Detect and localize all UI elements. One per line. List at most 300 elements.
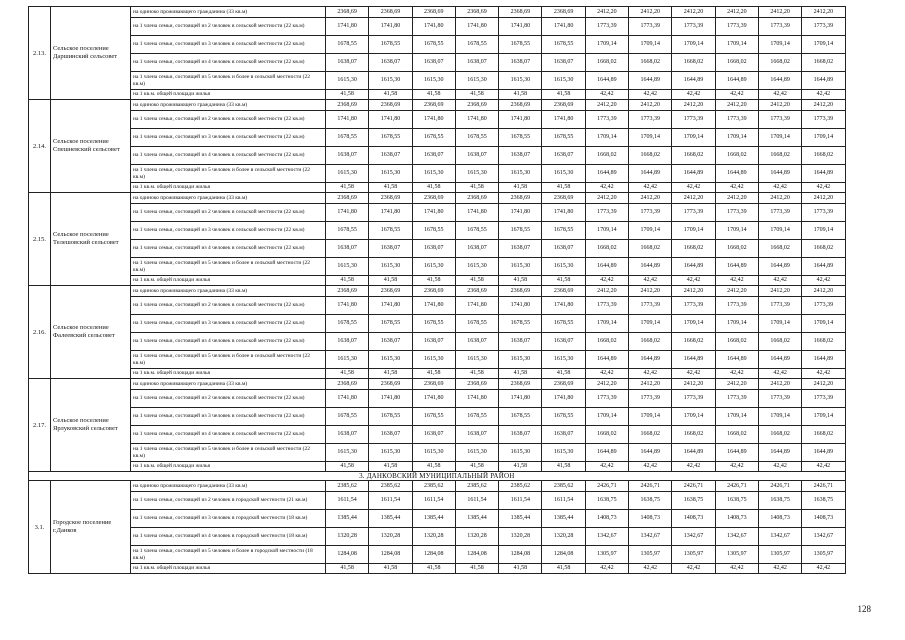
value-cell: 41,58 bbox=[369, 564, 412, 574]
value-cell: 42,42 bbox=[758, 564, 801, 574]
value-cell: 2368,69 bbox=[499, 100, 542, 111]
value-cell: 1644,89 bbox=[629, 444, 672, 462]
value-cell: 2385,62 bbox=[499, 481, 542, 492]
category-label: на одиноко проживающего гражданина (33 кв.м) bbox=[131, 481, 326, 492]
value-cell: 1709,14 bbox=[758, 408, 801, 426]
value-cell: 1638,07 bbox=[542, 147, 585, 165]
value-cell: 1668,02 bbox=[758, 333, 801, 351]
table-row bbox=[29, 426, 846, 444]
value-cell: 1741,80 bbox=[455, 297, 498, 315]
value-cell: 1644,89 bbox=[715, 351, 758, 369]
value-cell: 1615,30 bbox=[412, 444, 455, 462]
settlement-name: Сельское поселение Фалеевский сельсовет bbox=[51, 286, 131, 379]
value-cell: 42,42 bbox=[672, 462, 715, 472]
row-index: 2.15. bbox=[29, 193, 51, 286]
value-cell: 1773,39 bbox=[629, 111, 672, 129]
value-cell: 2412,20 bbox=[802, 7, 845, 18]
value-cell: 42,42 bbox=[715, 564, 758, 574]
value-cell: 1305,97 bbox=[802, 546, 845, 564]
value-cell: 1773,39 bbox=[672, 204, 715, 222]
value-cell: 1668,02 bbox=[758, 426, 801, 444]
value-cell: 1638,07 bbox=[499, 333, 542, 351]
value-cell: 1668,02 bbox=[629, 333, 672, 351]
value-cell: 41,58 bbox=[412, 183, 455, 193]
value-cell: 2412,20 bbox=[715, 100, 758, 111]
value-cell: 1741,80 bbox=[455, 111, 498, 129]
category-label: на одиноко проживающего гражданина (33 кв.м) bbox=[131, 379, 326, 390]
value-cell: 2368,69 bbox=[499, 193, 542, 204]
value-cell: 1638,75 bbox=[672, 492, 715, 510]
table-row bbox=[29, 147, 846, 165]
value-cell: 1615,30 bbox=[499, 444, 542, 462]
value-cell: 42,42 bbox=[585, 564, 628, 574]
value-cell: 2368,69 bbox=[326, 379, 369, 390]
table-row bbox=[29, 165, 846, 183]
value-cell: 1678,55 bbox=[369, 408, 412, 426]
value-cell: 2368,69 bbox=[542, 193, 585, 204]
table-row bbox=[29, 258, 846, 276]
value-cell: 1709,14 bbox=[672, 408, 715, 426]
value-cell: 1709,14 bbox=[715, 315, 758, 333]
value-cell: 1644,89 bbox=[802, 258, 845, 276]
value-cell: 1709,14 bbox=[672, 36, 715, 54]
value-cell: 1320,28 bbox=[542, 528, 585, 546]
value-cell: 1644,89 bbox=[802, 351, 845, 369]
value-cell: 41,58 bbox=[499, 276, 542, 286]
value-cell: 42,42 bbox=[715, 183, 758, 193]
value-cell: 1678,55 bbox=[369, 36, 412, 54]
category-label: на 1 кв.м. общей площади жилья bbox=[131, 462, 326, 472]
value-cell: 1678,55 bbox=[326, 36, 369, 54]
value-cell: 1709,14 bbox=[629, 315, 672, 333]
value-cell: 1741,80 bbox=[369, 297, 412, 315]
value-cell: 2426,71 bbox=[802, 481, 845, 492]
value-cell: 41,58 bbox=[542, 183, 585, 193]
value-cell: 1611,54 bbox=[369, 492, 412, 510]
value-cell: 42,42 bbox=[629, 90, 672, 100]
value-cell: 1644,89 bbox=[715, 258, 758, 276]
value-cell: 41,58 bbox=[326, 276, 369, 286]
value-cell: 2368,69 bbox=[499, 286, 542, 297]
value-cell: 1773,39 bbox=[802, 111, 845, 129]
value-cell: 1741,80 bbox=[542, 204, 585, 222]
value-cell: 2412,20 bbox=[758, 193, 801, 204]
table-row bbox=[29, 492, 846, 510]
value-cell: 1678,55 bbox=[499, 129, 542, 147]
value-cell: 1668,02 bbox=[758, 54, 801, 72]
value-cell: 1709,14 bbox=[672, 129, 715, 147]
table-row bbox=[29, 444, 846, 462]
value-cell: 1644,89 bbox=[672, 72, 715, 90]
value-cell: 1678,55 bbox=[455, 408, 498, 426]
table-row bbox=[29, 351, 846, 369]
value-cell: 1668,02 bbox=[802, 147, 845, 165]
value-cell: 1709,14 bbox=[802, 36, 845, 54]
value-cell: 1773,39 bbox=[585, 390, 628, 408]
value-cell: 1773,39 bbox=[802, 390, 845, 408]
value-cell: 1773,39 bbox=[585, 18, 628, 36]
value-cell: 1385,44 bbox=[369, 510, 412, 528]
value-cell: 1284,08 bbox=[369, 546, 412, 564]
value-cell: 1678,55 bbox=[499, 36, 542, 54]
value-cell: 1709,14 bbox=[585, 408, 628, 426]
value-cell: 2412,20 bbox=[672, 379, 715, 390]
value-cell: 1611,54 bbox=[412, 492, 455, 510]
value-cell: 1644,89 bbox=[758, 72, 801, 90]
value-cell: 2412,20 bbox=[758, 100, 801, 111]
value-cell: 1638,07 bbox=[326, 54, 369, 72]
table-row bbox=[29, 72, 846, 90]
row-index: 2.14. bbox=[29, 100, 51, 193]
value-cell: 1615,30 bbox=[326, 165, 369, 183]
value-cell: 1320,28 bbox=[369, 528, 412, 546]
value-cell: 2426,71 bbox=[585, 481, 628, 492]
value-cell: 1638,07 bbox=[369, 333, 412, 351]
section-title: 3. ДАНКОВСКИЙ МУНИЦИПАЛЬНЫЙ РАЙОН bbox=[29, 472, 846, 481]
value-cell: 1385,44 bbox=[326, 510, 369, 528]
value-cell: 1615,30 bbox=[369, 351, 412, 369]
value-cell: 2412,20 bbox=[802, 100, 845, 111]
value-cell: 1644,89 bbox=[672, 444, 715, 462]
value-cell: 41,58 bbox=[455, 564, 498, 574]
value-cell: 1615,30 bbox=[455, 165, 498, 183]
value-cell: 2385,62 bbox=[542, 481, 585, 492]
category-label: на 1 члена семьи, состоящей из 5 человек и более в сельской местности (22 кв.м) bbox=[131, 351, 326, 369]
value-cell: 1638,07 bbox=[455, 426, 498, 444]
category-label: на 1 члена семьи, состоящей из 2 человек в сельской местности (22 кв.м) bbox=[131, 18, 326, 36]
table-row bbox=[29, 528, 846, 546]
value-cell: 1668,02 bbox=[715, 147, 758, 165]
category-label: на 1 члена семьи, состоящей из 4 человек в сельской местности (22 кв.м) bbox=[131, 240, 326, 258]
value-cell: 42,42 bbox=[715, 462, 758, 472]
value-cell: 1678,55 bbox=[412, 36, 455, 54]
value-cell: 1615,30 bbox=[542, 444, 585, 462]
value-cell: 1638,07 bbox=[499, 54, 542, 72]
value-cell: 41,58 bbox=[412, 462, 455, 472]
value-cell: 1741,80 bbox=[542, 390, 585, 408]
value-cell: 1709,14 bbox=[758, 315, 801, 333]
table-row bbox=[29, 18, 846, 36]
tariff-table-sheet bbox=[28, 6, 845, 574]
table-row bbox=[29, 315, 846, 333]
table-row bbox=[29, 222, 846, 240]
value-cell: 1644,89 bbox=[629, 351, 672, 369]
value-cell: 1615,30 bbox=[369, 258, 412, 276]
value-cell: 1638,75 bbox=[629, 492, 672, 510]
table-row bbox=[29, 240, 846, 258]
value-cell: 1342,67 bbox=[802, 528, 845, 546]
value-cell: 1773,39 bbox=[758, 204, 801, 222]
value-cell: 41,58 bbox=[369, 276, 412, 286]
category-label: на 1 члена семьи, состоящей из 5 человек и более в городской местности (18 кв.м) bbox=[131, 546, 326, 564]
value-cell: 1709,14 bbox=[715, 222, 758, 240]
value-cell: 1678,55 bbox=[542, 408, 585, 426]
table-row bbox=[29, 204, 846, 222]
value-cell: 1678,55 bbox=[455, 129, 498, 147]
value-cell: 1615,30 bbox=[369, 72, 412, 90]
value-cell: 42,42 bbox=[672, 183, 715, 193]
value-cell: 1615,30 bbox=[369, 165, 412, 183]
category-label: на одиноко проживающего гражданина (33 кв.м) bbox=[131, 193, 326, 204]
value-cell: 1709,14 bbox=[758, 222, 801, 240]
value-cell: 42,42 bbox=[758, 369, 801, 379]
value-cell: 1741,80 bbox=[499, 204, 542, 222]
value-cell: 2412,20 bbox=[715, 286, 758, 297]
value-cell: 1741,80 bbox=[412, 111, 455, 129]
value-cell: 1638,75 bbox=[802, 492, 845, 510]
table-row bbox=[29, 408, 846, 426]
value-cell: 1638,07 bbox=[412, 426, 455, 444]
value-cell: 1615,30 bbox=[499, 165, 542, 183]
value-cell: 2426,71 bbox=[715, 481, 758, 492]
value-cell: 1678,55 bbox=[326, 129, 369, 147]
value-cell: 2368,69 bbox=[455, 193, 498, 204]
value-cell: 1773,39 bbox=[629, 18, 672, 36]
value-cell: 1741,80 bbox=[412, 204, 455, 222]
value-cell: 1644,89 bbox=[672, 165, 715, 183]
value-cell: 1773,39 bbox=[672, 111, 715, 129]
value-cell: 1638,07 bbox=[542, 333, 585, 351]
table-row bbox=[29, 111, 846, 129]
value-cell: 1741,80 bbox=[542, 111, 585, 129]
value-cell: 2412,20 bbox=[758, 286, 801, 297]
value-cell: 1305,97 bbox=[758, 546, 801, 564]
value-cell: 1615,30 bbox=[326, 258, 369, 276]
value-cell: 1668,02 bbox=[585, 333, 628, 351]
value-cell: 42,42 bbox=[802, 90, 845, 100]
value-cell: 42,42 bbox=[715, 369, 758, 379]
value-cell: 42,42 bbox=[802, 183, 845, 193]
value-cell: 1638,07 bbox=[412, 54, 455, 72]
value-cell: 42,42 bbox=[802, 462, 845, 472]
table-row bbox=[29, 183, 846, 193]
value-cell: 2412,20 bbox=[715, 193, 758, 204]
value-cell: 1644,89 bbox=[802, 72, 845, 90]
category-label: на 1 члена семьи, состоящей из 3 человек в сельской местности (22 кв.м) bbox=[131, 315, 326, 333]
value-cell: 1741,80 bbox=[326, 297, 369, 315]
value-cell: 2412,20 bbox=[802, 286, 845, 297]
value-cell: 1408,73 bbox=[585, 510, 628, 528]
row-index: 3.1. bbox=[29, 481, 51, 574]
settlement-name: Сельское поселение Спешневский сельсовет bbox=[51, 100, 131, 193]
value-cell: 41,58 bbox=[326, 369, 369, 379]
value-cell: 2368,69 bbox=[369, 379, 412, 390]
value-cell: 41,58 bbox=[455, 183, 498, 193]
value-cell: 1638,07 bbox=[542, 54, 585, 72]
value-cell: 1615,30 bbox=[455, 351, 498, 369]
value-cell: 42,42 bbox=[758, 90, 801, 100]
value-cell: 1638,07 bbox=[369, 54, 412, 72]
value-cell: 1741,80 bbox=[455, 204, 498, 222]
value-cell: 1741,80 bbox=[499, 111, 542, 129]
value-cell: 2368,69 bbox=[369, 100, 412, 111]
value-cell: 1638,07 bbox=[369, 240, 412, 258]
value-cell: 2412,20 bbox=[629, 193, 672, 204]
category-label: на 1 члена семьи, состоящей из 4 человек в сельской местности (22 кв.м) bbox=[131, 333, 326, 351]
value-cell: 1644,89 bbox=[802, 444, 845, 462]
value-cell: 1678,55 bbox=[542, 36, 585, 54]
value-cell: 1709,14 bbox=[672, 315, 715, 333]
value-cell: 2368,69 bbox=[412, 7, 455, 18]
value-cell: 41,58 bbox=[499, 183, 542, 193]
value-cell: 1741,80 bbox=[542, 18, 585, 36]
category-label: на 1 кв.м. общей площади жилья bbox=[131, 183, 326, 193]
value-cell: 2412,20 bbox=[629, 379, 672, 390]
value-cell: 1638,07 bbox=[369, 426, 412, 444]
value-cell: 1644,89 bbox=[758, 165, 801, 183]
value-cell: 1773,39 bbox=[802, 204, 845, 222]
value-cell: 1773,39 bbox=[715, 18, 758, 36]
value-cell: 42,42 bbox=[758, 462, 801, 472]
category-label: на одиноко проживающего гражданина (33 кв.м) bbox=[131, 7, 326, 18]
page-number: 128 bbox=[857, 604, 871, 614]
value-cell: 1615,30 bbox=[499, 258, 542, 276]
category-label: на 1 члена семьи, состоящей из 3 человек в городской местности (18 кв.м) bbox=[131, 510, 326, 528]
value-cell: 1342,67 bbox=[715, 528, 758, 546]
value-cell: 1644,89 bbox=[758, 444, 801, 462]
value-cell: 1741,80 bbox=[326, 390, 369, 408]
value-cell: 41,58 bbox=[412, 564, 455, 574]
value-cell: 1644,89 bbox=[715, 72, 758, 90]
category-label: на 1 члена семьи, состоящей из 3 человек в сельской местности (22 кв.м) bbox=[131, 222, 326, 240]
value-cell: 1668,02 bbox=[585, 426, 628, 444]
value-cell: 42,42 bbox=[715, 90, 758, 100]
value-cell: 1638,07 bbox=[455, 54, 498, 72]
value-cell: 1773,39 bbox=[585, 111, 628, 129]
category-label: на 1 члена семьи, состоящей из 2 человек в сельской местности (22 кв.м) bbox=[131, 297, 326, 315]
value-cell: 42,42 bbox=[629, 462, 672, 472]
value-cell: 1709,14 bbox=[585, 315, 628, 333]
value-cell: 1615,30 bbox=[412, 351, 455, 369]
value-cell: 1638,07 bbox=[326, 426, 369, 444]
value-cell: 1741,80 bbox=[542, 297, 585, 315]
value-cell: 1638,07 bbox=[499, 147, 542, 165]
value-cell: 1644,89 bbox=[585, 165, 628, 183]
value-cell: 41,58 bbox=[369, 183, 412, 193]
value-cell: 1668,02 bbox=[715, 54, 758, 72]
value-cell: 1709,14 bbox=[585, 222, 628, 240]
value-cell: 41,58 bbox=[412, 276, 455, 286]
value-cell: 1638,07 bbox=[326, 147, 369, 165]
value-cell: 1638,07 bbox=[326, 333, 369, 351]
value-cell: 2368,69 bbox=[326, 100, 369, 111]
value-cell: 1385,44 bbox=[455, 510, 498, 528]
value-cell: 1678,55 bbox=[369, 222, 412, 240]
value-cell: 2368,69 bbox=[412, 286, 455, 297]
value-cell: 1342,67 bbox=[758, 528, 801, 546]
value-cell: 1644,89 bbox=[585, 258, 628, 276]
value-cell: 1668,02 bbox=[802, 54, 845, 72]
value-cell: 1408,73 bbox=[715, 510, 758, 528]
value-cell: 2412,20 bbox=[758, 379, 801, 390]
value-cell: 1638,75 bbox=[715, 492, 758, 510]
table-row bbox=[29, 7, 846, 18]
value-cell: 1644,89 bbox=[629, 72, 672, 90]
value-cell: 1678,55 bbox=[542, 315, 585, 333]
value-cell: 41,58 bbox=[369, 90, 412, 100]
row-index: 2.16. bbox=[29, 286, 51, 379]
category-label: на 1 члена семьи, состоящей из 5 человек и более в сельской местности (22 кв.м) bbox=[131, 258, 326, 276]
category-label: на 1 члена семьи, состоящей из 3 человек в сельской местности (22 кв.м) bbox=[131, 408, 326, 426]
value-cell: 41,58 bbox=[499, 462, 542, 472]
value-cell: 1668,02 bbox=[629, 240, 672, 258]
value-cell: 2368,69 bbox=[326, 286, 369, 297]
value-cell: 1773,39 bbox=[715, 111, 758, 129]
table-row bbox=[29, 379, 846, 390]
value-cell: 42,42 bbox=[585, 90, 628, 100]
row-index: 2.17. bbox=[29, 379, 51, 472]
value-cell: 1773,39 bbox=[672, 18, 715, 36]
value-cell: 1709,14 bbox=[715, 36, 758, 54]
value-cell: 1638,07 bbox=[326, 240, 369, 258]
value-cell: 1284,08 bbox=[455, 546, 498, 564]
value-cell: 1615,30 bbox=[326, 444, 369, 462]
value-cell: 1668,02 bbox=[585, 54, 628, 72]
value-cell: 1385,44 bbox=[542, 510, 585, 528]
value-cell: 42,42 bbox=[672, 276, 715, 286]
value-cell: 2412,20 bbox=[672, 193, 715, 204]
value-cell: 2426,71 bbox=[629, 481, 672, 492]
value-cell: 1668,02 bbox=[585, 240, 628, 258]
value-cell: 1638,07 bbox=[542, 240, 585, 258]
value-cell: 1615,30 bbox=[412, 165, 455, 183]
value-cell: 42,42 bbox=[629, 564, 672, 574]
table-row bbox=[29, 462, 846, 472]
value-cell: 1284,08 bbox=[412, 546, 455, 564]
value-cell: 1741,80 bbox=[369, 111, 412, 129]
value-cell: 1709,14 bbox=[802, 315, 845, 333]
value-cell: 1668,02 bbox=[802, 240, 845, 258]
value-cell: 1678,55 bbox=[499, 222, 542, 240]
category-label: на 1 кв.м. общей площади жилья bbox=[131, 564, 326, 574]
value-cell: 41,58 bbox=[326, 90, 369, 100]
value-cell: 41,58 bbox=[542, 369, 585, 379]
value-cell: 2368,69 bbox=[499, 379, 542, 390]
value-cell: 41,58 bbox=[326, 462, 369, 472]
value-cell: 1638,07 bbox=[455, 333, 498, 351]
value-cell: 42,42 bbox=[629, 183, 672, 193]
value-cell: 1678,55 bbox=[412, 408, 455, 426]
value-cell: 1638,75 bbox=[758, 492, 801, 510]
value-cell: 1709,14 bbox=[802, 408, 845, 426]
value-cell: 1668,02 bbox=[629, 426, 672, 444]
value-cell: 41,58 bbox=[542, 564, 585, 574]
value-cell: 2412,20 bbox=[585, 100, 628, 111]
value-cell: 42,42 bbox=[585, 369, 628, 379]
category-label: на одиноко проживающего гражданина (33 кв.м) bbox=[131, 100, 326, 111]
value-cell: 1320,28 bbox=[499, 528, 542, 546]
table-row bbox=[29, 510, 846, 528]
value-cell: 1709,14 bbox=[758, 36, 801, 54]
table-row bbox=[29, 100, 846, 111]
value-cell: 2385,62 bbox=[412, 481, 455, 492]
value-cell: 1644,89 bbox=[585, 444, 628, 462]
value-cell: 1638,75 bbox=[585, 492, 628, 510]
value-cell: 1709,14 bbox=[629, 129, 672, 147]
value-cell: 2368,69 bbox=[455, 7, 498, 18]
value-cell: 1638,07 bbox=[412, 333, 455, 351]
category-label: на 1 члена семьи, состоящей из 2 человек в сельской местности (22 кв.м) bbox=[131, 204, 326, 222]
value-cell: 2368,69 bbox=[369, 286, 412, 297]
value-cell: 1638,07 bbox=[412, 240, 455, 258]
value-cell: 1741,80 bbox=[326, 18, 369, 36]
value-cell: 1644,89 bbox=[672, 351, 715, 369]
value-cell: 2368,69 bbox=[455, 379, 498, 390]
settlement-name: Сельское поселение Даршинский сельсовет bbox=[51, 7, 131, 100]
category-label: на 1 кв.м. общей площади жилья bbox=[131, 369, 326, 379]
value-cell: 1678,55 bbox=[455, 315, 498, 333]
value-cell: 1615,30 bbox=[455, 258, 498, 276]
